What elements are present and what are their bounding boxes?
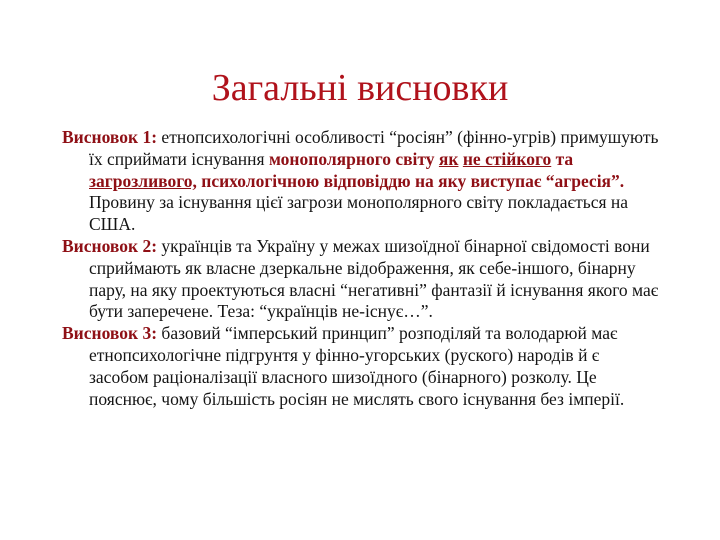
conclusion-2-text: українців та Україну у межах шизоїдної бінарної свідомості вони сприймають як власне дзеркальне відображення, як себе-іншого, бінарну пару, на яку проектуються власні “негативні” фантазії й існування якого має бути заперечене. Теза: “українців не-існує…”. xyxy=(89,235,659,322)
conclusion-1 xyxy=(62,127,662,236)
conclusion-1-tail: Провину за існування цієї загрози монополярного світу покладається на США. xyxy=(89,192,629,235)
unstable-phrase: не стійкого xyxy=(462,148,552,169)
conclusion-2-label: Висновок 2: xyxy=(62,235,158,256)
and-phrase: та xyxy=(555,148,574,169)
slide-title: Загальні висновки xyxy=(211,67,509,109)
conclusion-2 xyxy=(62,236,662,323)
slide-body xyxy=(62,127,662,410)
aggression-phrase: психологічною відповіддю на яку виступає “агресія”. xyxy=(201,170,625,191)
as-phrase: як xyxy=(438,148,459,169)
threatening-phrase: загрозливого, xyxy=(89,170,197,191)
conclusion-3-text: базовий “імперський принцип” розподіляй та володарюй має етнопсихологічне підгрунтя у фінно-угорських (руского) народів й є засобом раціоналізації власного шизоїдного (бінарного) розколу. Це пояснює, чому більшість росіян не мислять свого існування без імперії. xyxy=(89,323,625,409)
conclusion-3 xyxy=(62,323,662,410)
conclusion-3-label: Висновок 3: xyxy=(62,323,158,344)
conclusion-1-text: етнопсихологічні особливості “росіян” (фінно-угрів) примушують їх сприймати існування xyxy=(89,127,659,169)
monopolar-world-phrase: монополярного світу xyxy=(268,148,435,169)
conclusion-1-label: Висновок 1: xyxy=(62,127,158,147)
